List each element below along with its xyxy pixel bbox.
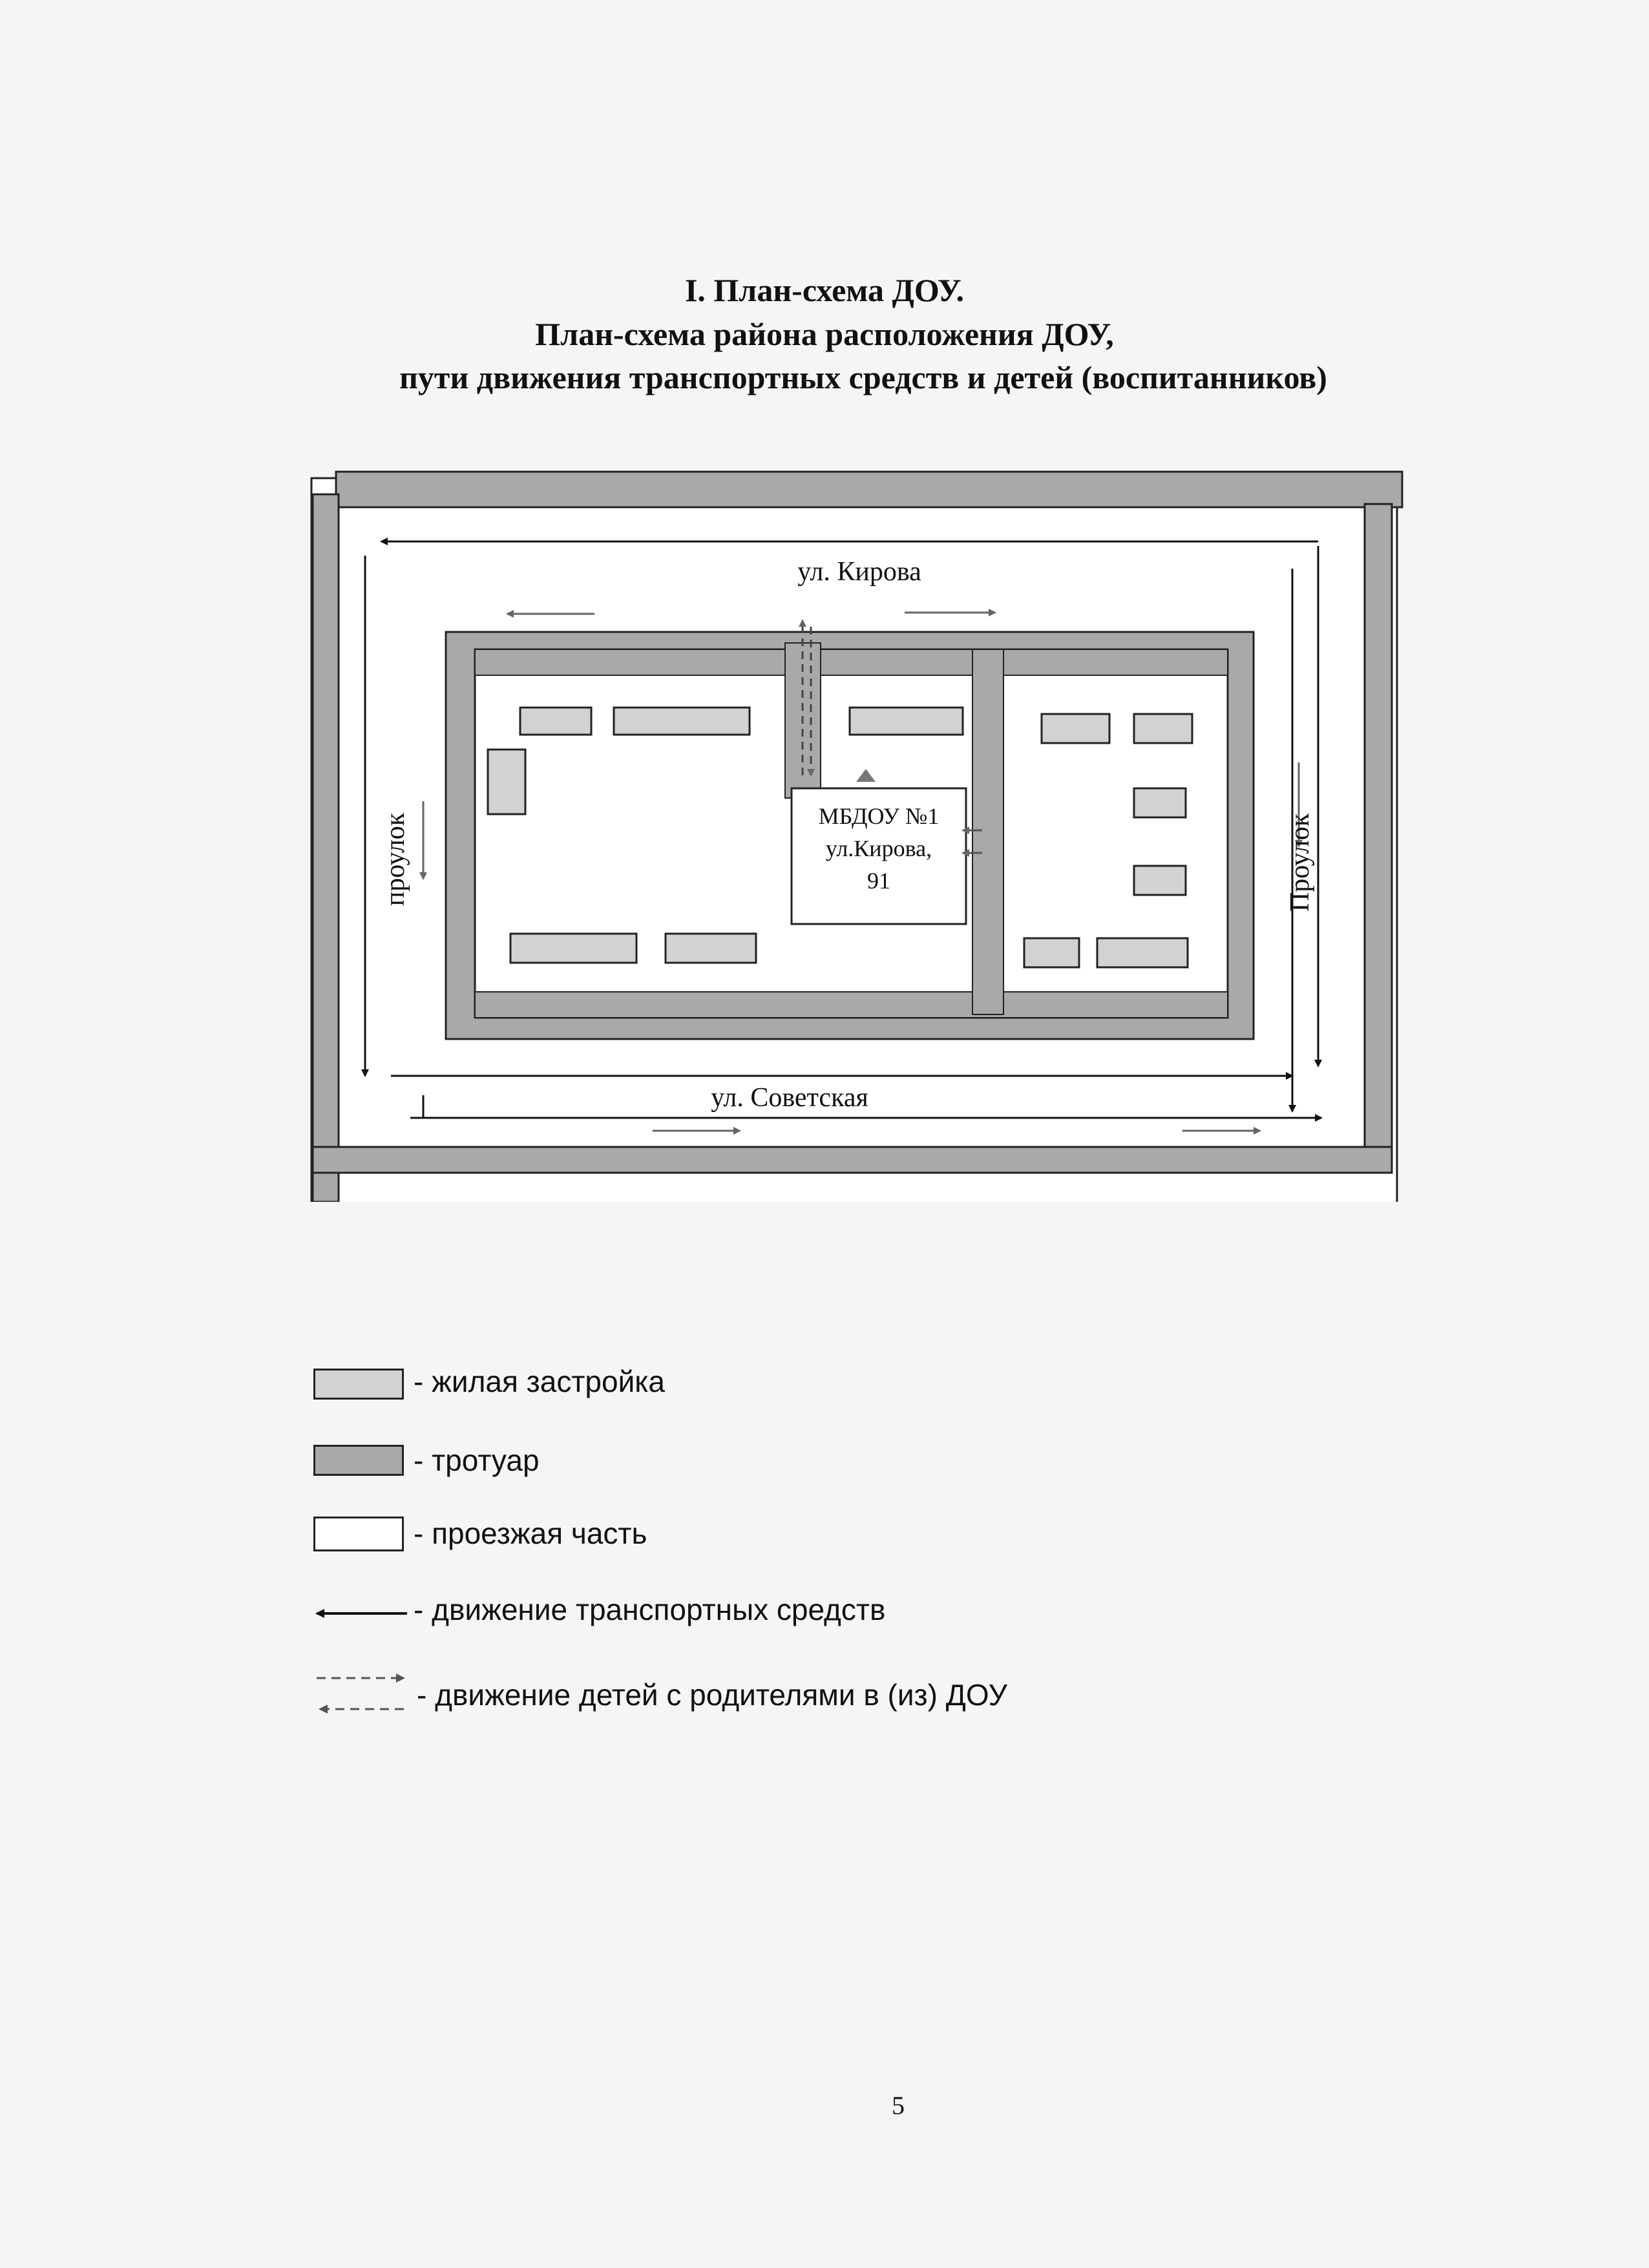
legend-traffic-label: - движение транспортных средств <box>414 1593 886 1626</box>
traffic-legend-arrow <box>313 1604 410 1630</box>
lane-label-right: Проулок <box>1285 813 1315 912</box>
sidewalk-outer-right <box>1365 504 1392 1166</box>
housing-block <box>1134 866 1186 895</box>
school-house-number: 91 <box>867 868 890 894</box>
housing-swatch <box>313 1369 404 1400</box>
housing-block <box>510 934 636 963</box>
legend-sidewalk-label: - тротуар <box>414 1444 540 1477</box>
sidewalk-inner-bottom <box>475 992 1228 1018</box>
sidewalk-inner-top <box>475 649 1228 675</box>
map-subtitle: пути движения транспортных средств и детей (воспитанников) <box>399 359 1327 395</box>
district-map <box>310 465 1409 1202</box>
map-title: План-схема района расположения ДОУ, <box>535 316 1114 352</box>
children-legend-arrows <box>313 1664 410 1728</box>
housing-block <box>614 708 750 735</box>
legend-roadway-label: - проезжая часть <box>414 1517 647 1550</box>
housing-block <box>520 708 591 735</box>
page-number: 5 <box>892 2091 905 2120</box>
legend-children-label: - движение детей с родителями в (из) ДОУ <box>417 1678 1007 1712</box>
school-name: МБДОУ №1 <box>818 803 940 829</box>
street-label-kirova: ул. Кирова <box>797 557 921 587</box>
housing-block <box>1097 938 1188 967</box>
legend-housing-label: - жилая застройка <box>414 1365 666 1398</box>
sidewalk-vertical-center <box>972 649 1003 1014</box>
sidewalk-swatch <box>313 1445 404 1476</box>
street-label-sovetskaya: ул. Советская <box>711 1083 868 1113</box>
housing-block <box>850 708 963 735</box>
housing-block <box>1134 714 1192 743</box>
lane-label-left: проулок <box>381 812 410 907</box>
housing-block <box>1024 938 1079 967</box>
housing-block <box>666 934 756 963</box>
roadway-swatch <box>313 1517 404 1551</box>
sidewalk-outer-top <box>336 472 1402 507</box>
sidewalk-outer-bottom <box>313 1147 1392 1173</box>
sidewalk-outer-left <box>313 494 339 1202</box>
school-address: ул.Кирова, <box>825 835 932 861</box>
housing-block <box>1042 714 1109 743</box>
housing-block <box>1134 788 1186 817</box>
section-title: I. План-схема ДОУ. <box>684 272 965 308</box>
housing-block <box>488 750 525 814</box>
